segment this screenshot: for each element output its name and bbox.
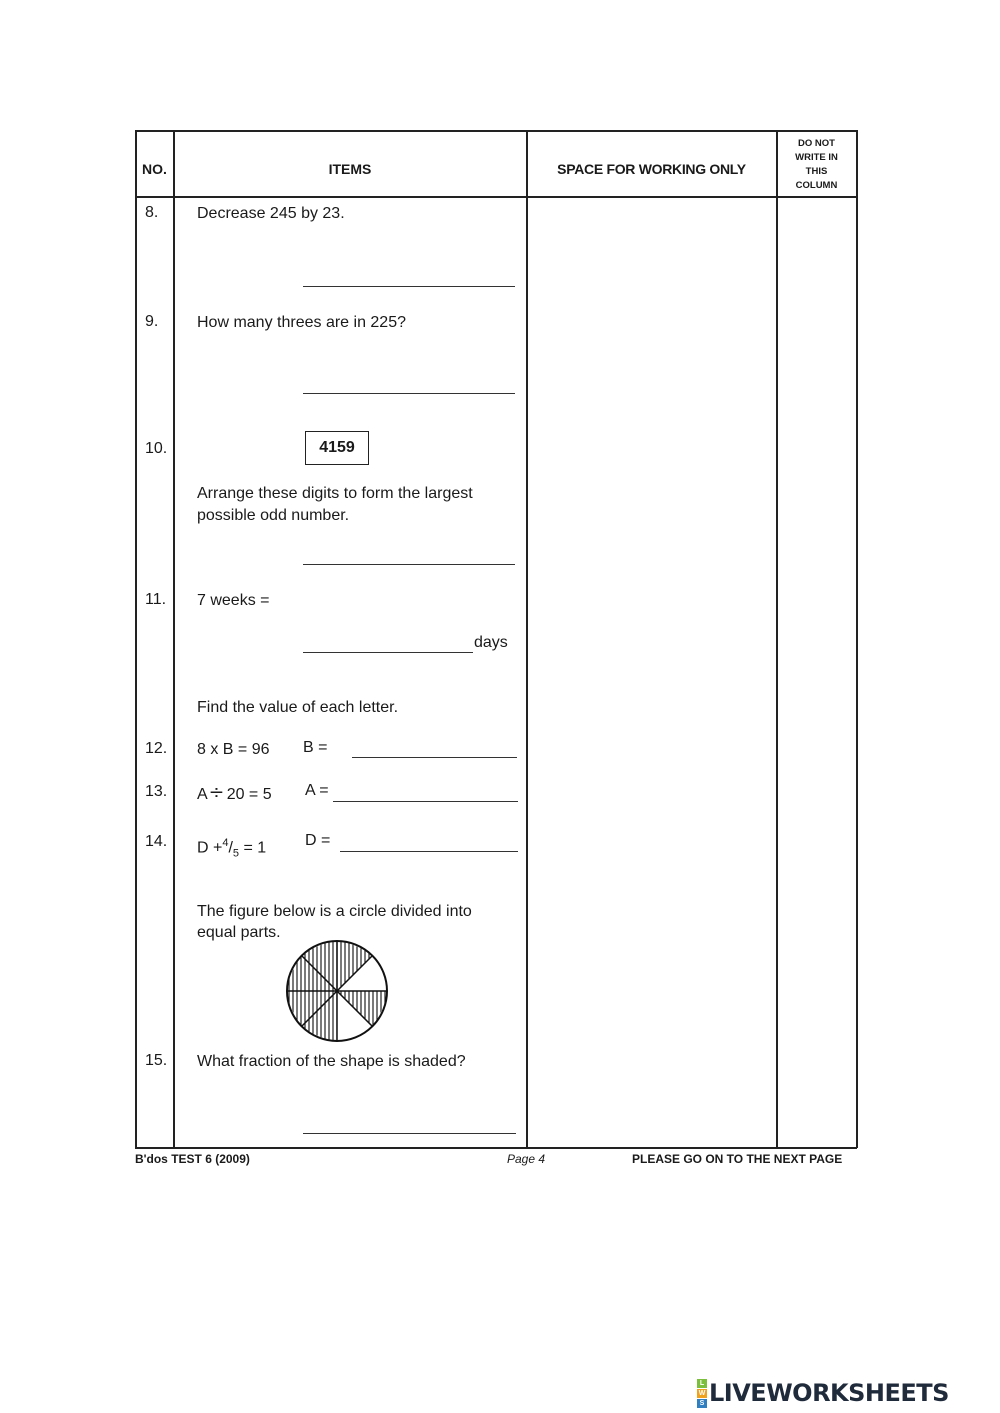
question-13-equation: A ÷ 20 = 5 bbox=[197, 782, 272, 804]
question-number-15: 15. bbox=[145, 1052, 168, 1069]
answer-line-10[interactable] bbox=[303, 564, 515, 565]
header-working: SPACE FOR WORKING ONLY bbox=[557, 161, 746, 177]
answer-line-12[interactable] bbox=[352, 757, 517, 758]
shaded-sector-top bbox=[337, 938, 374, 991]
divide-sign-icon: ÷ bbox=[210, 782, 224, 804]
figure-text-line1: The figure below is a circle divided into bbox=[197, 903, 472, 920]
question-number-14: 14. bbox=[145, 833, 168, 850]
question-number-9: 9. bbox=[145, 313, 159, 330]
header-items: ITEMS bbox=[328, 161, 372, 177]
question-number-13: 13. bbox=[145, 783, 168, 800]
header-no: NO. bbox=[142, 161, 167, 177]
question-number-11: 11. bbox=[145, 591, 167, 608]
question-14-equation: $D +^4/_5 = 1$ bbox=[197, 837, 267, 860]
question-number-10: 10. bbox=[145, 440, 168, 457]
question-13-answer-label: A = bbox=[305, 782, 329, 799]
question-15-text: What fraction of the shape is shaded? bbox=[197, 1053, 466, 1070]
footer-next-page: PLEASE GO ON TO THE NEXT PAGE bbox=[632, 1152, 843, 1166]
footer-test-name: B'dos TEST 6 (2009) bbox=[135, 1152, 250, 1166]
question-12-answer-label: B = bbox=[303, 739, 328, 756]
header-do-not-write: DO NOT WRITE IN THIS COLUMN bbox=[795, 138, 838, 191]
question-10-text-line2: possible odd number. bbox=[197, 507, 350, 524]
instruction-find-letter: Find the value of each letter. bbox=[197, 699, 399, 716]
figure-text-line2: equal parts. bbox=[197, 924, 281, 941]
liveworksheets-logo-icon: L W S bbox=[698, 1379, 706, 1407]
answer-line-11[interactable] bbox=[303, 652, 473, 653]
question-10-text-line1: Arrange these digits to form the largest bbox=[197, 485, 473, 502]
question-11-text: 7 weeks = bbox=[197, 592, 270, 609]
question-number-12: 12. bbox=[145, 740, 168, 757]
answer-line-8[interactable] bbox=[303, 286, 515, 287]
shaded-sector-right-lower bbox=[337, 991, 390, 1028]
liveworksheets-wordmark: LIVEWORKSHEETS bbox=[709, 1379, 949, 1407]
footer-page-number: Page 4 bbox=[507, 1152, 546, 1166]
digits-box: 4159 bbox=[305, 431, 369, 465]
liveworksheets-logo bbox=[697, 1378, 949, 1408]
question-9-text: How many threes are in 225? bbox=[197, 314, 406, 331]
circle-fraction-figure bbox=[284, 938, 390, 1044]
question-12-equation: 8 x B = 96 bbox=[197, 741, 270, 758]
unit-days: days bbox=[474, 634, 508, 651]
answer-line-13[interactable] bbox=[333, 801, 518, 802]
question-14-answer-label: D = bbox=[305, 832, 331, 849]
answer-line-14[interactable] bbox=[340, 851, 518, 852]
question-8-text: Decrease 245 by 23. bbox=[197, 205, 345, 222]
answer-line-9[interactable] bbox=[303, 393, 515, 394]
question-number-8: 8. bbox=[145, 204, 159, 221]
answer-line-15[interactable] bbox=[303, 1133, 516, 1134]
